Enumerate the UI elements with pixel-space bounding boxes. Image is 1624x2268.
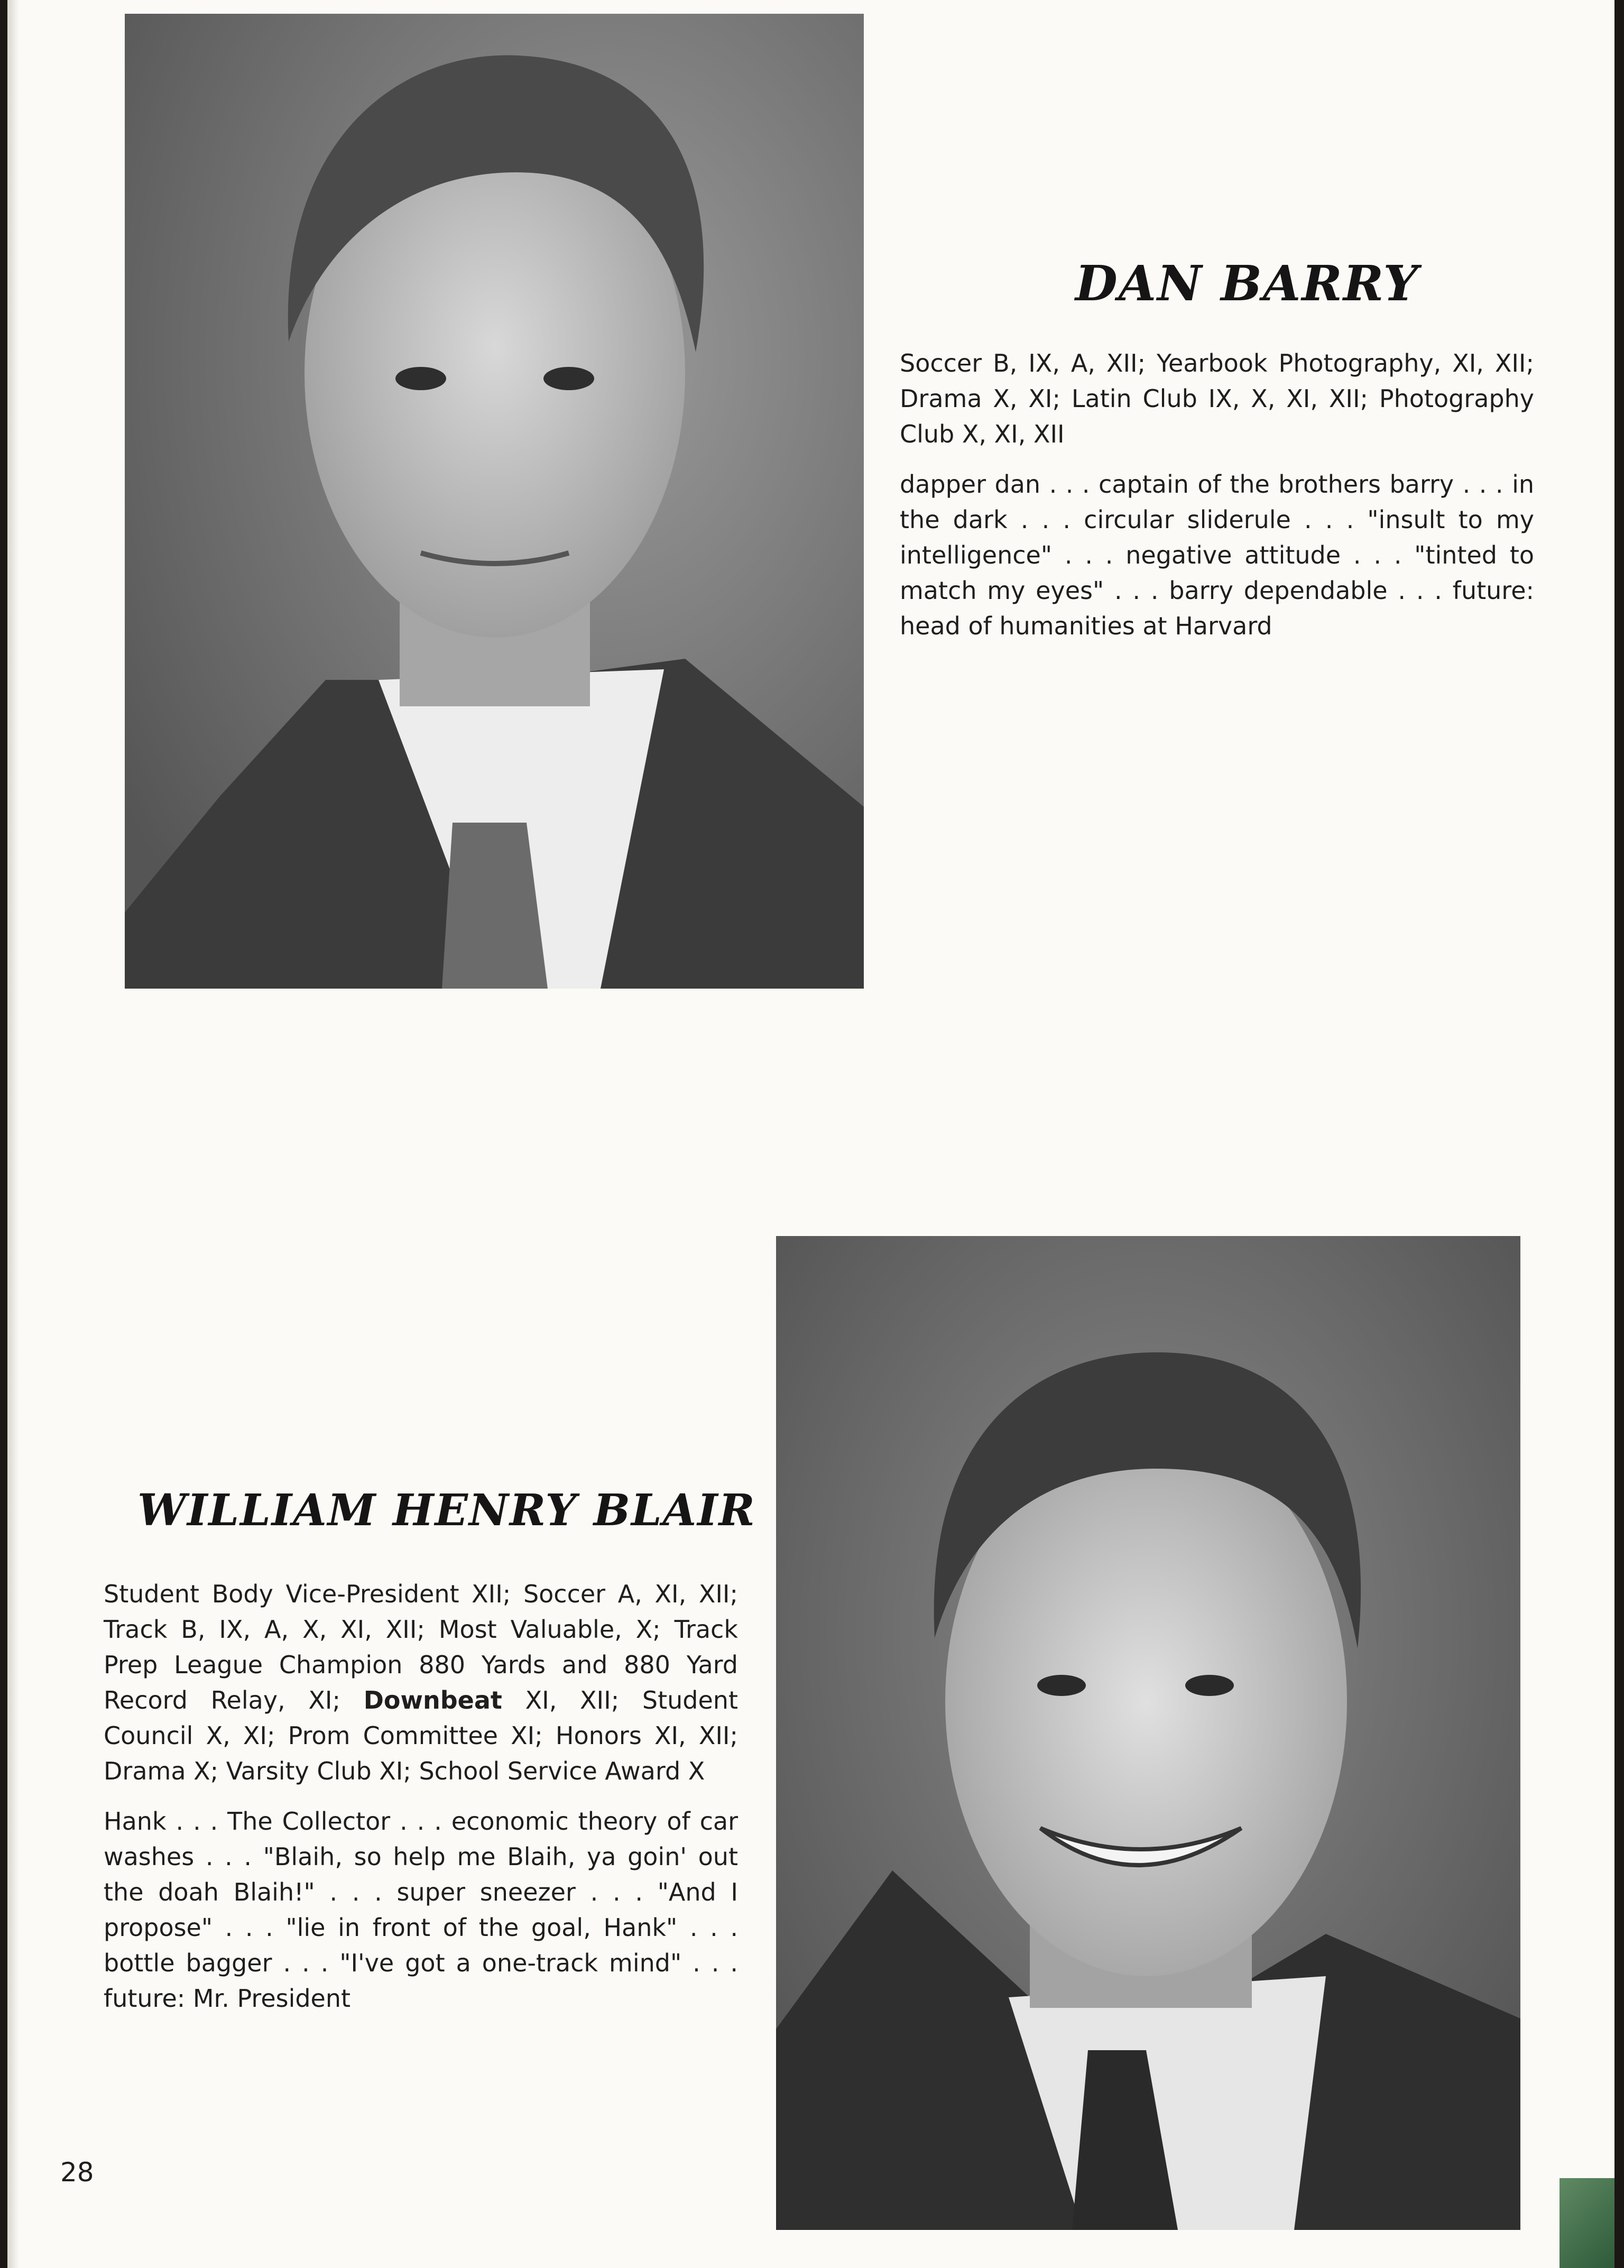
- activities-bold-text: Downbeat: [363, 1686, 502, 1714]
- activities-text-part: Student Body Vice-President XII; Soccer A, XI, XII; Track B, IX, A, X, XI, XII; Most Valuable, X; Track Prep League Champion 880 Yards and 880 Yard Record Relay, XI;: [104, 1580, 738, 1714]
- portrait-dan-barry: [125, 14, 864, 989]
- activities-text-part: XI, XII; Student Council X, XI; Prom Committee XI; Honors XI, XII; Drama X; Varsity Club XI; School Service Award X: [104, 1686, 738, 1785]
- page-edge-mark: [1560, 2178, 1614, 2268]
- write-up-text: dapper dan . . . captain of the brothers barry . . . in the dark . . . circular sliderule . . . "insult to my intelligence" . . . negative attitude . . . "tinted to match my eyes" . . . barry dependable . . . future: head of humanities at Harvard: [900, 470, 1534, 640]
- student-bio: [104, 1576, 738, 2016]
- page-gutter-shadow: [7, 0, 19, 2268]
- student-name: DAN BARRY: [1075, 254, 1419, 312]
- write-up-text: Hank . . . The Collector . . . economic theory of car washes . . . "Blaih, so help me Blaih, ya goin' out the doah Blaih!" . . . super sneezer . . . "And I propose" . . . "lie in front of the goal, Hank" . . . bottle bagger . . . "I've got a one-track mind" . . . future: Mr. President: [104, 1807, 738, 2013]
- portrait-william-henry-blair: [776, 1236, 1520, 2230]
- yearbook-page: [7, 0, 1614, 2268]
- student-name: WILLIAM HENRY BLAIR: [137, 1485, 756, 1536]
- activities-text: [104, 1576, 738, 1789]
- activities-text: Soccer B, IX, A, XII; Yearbook Photography, XI, XII; Drama X, XI; Latin Club IX, X, XI, XII; Photography Club X, XI, XII: [900, 349, 1534, 448]
- page-number: 28: [60, 2157, 94, 2188]
- student-bio: [900, 346, 1534, 644]
